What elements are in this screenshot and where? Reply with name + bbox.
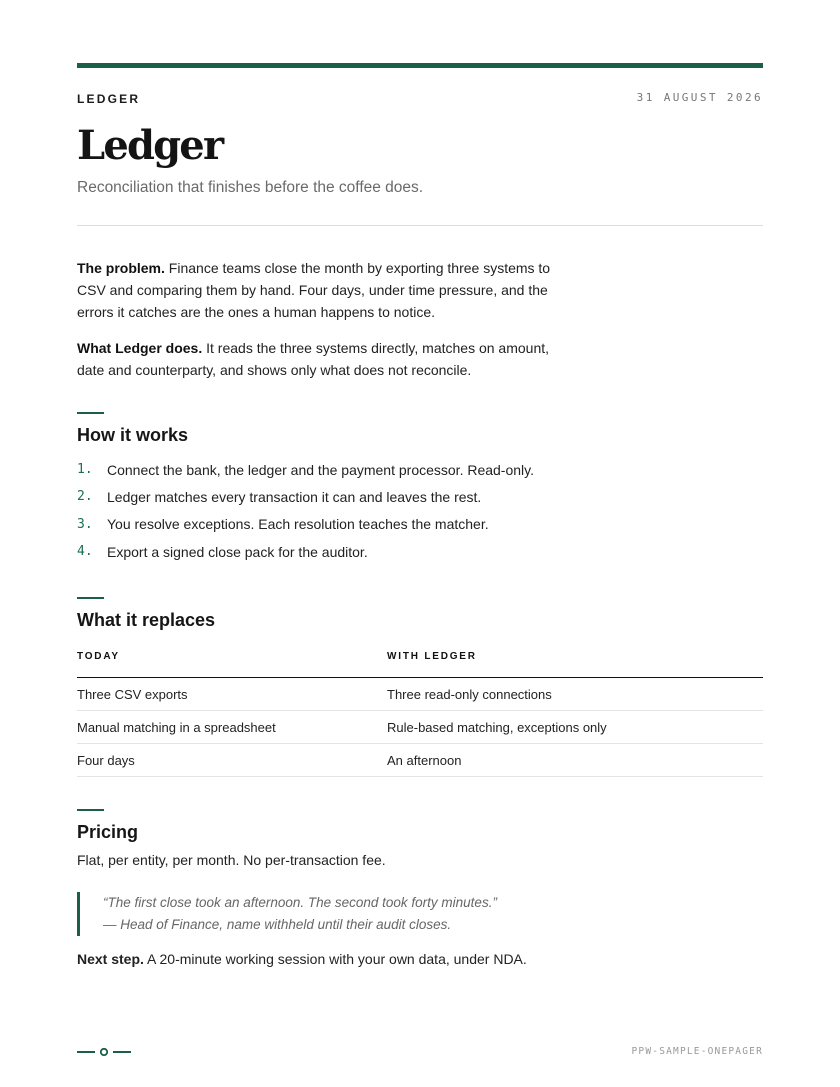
list-item <box>77 456 534 483</box>
table-cell: Manual matching in a spreadsheet <box>77 711 387 744</box>
table-cell: Four days <box>77 744 387 777</box>
next-step-label: Next step. <box>77 951 144 967</box>
step-number: 1. <box>77 462 93 478</box>
list-item <box>77 538 534 565</box>
list-item <box>77 511 534 538</box>
replaces-heading: What it replaces <box>77 610 216 630</box>
table-row <box>77 678 763 711</box>
section-accent-pricing <box>77 809 104 811</box>
problem-paragraph <box>77 257 577 323</box>
table-cell: An afternoon <box>387 744 763 777</box>
step-text: Ledger matches every transaction it can and leaves the rest. <box>107 488 482 505</box>
step-number: 4. <box>77 544 93 560</box>
problem-text: Finance teams close the month by exporting three systems to CSV and comparing them by hand. Four days, under time pressure, and the errors it catches are the ones a human happens to notice. <box>77 260 551 320</box>
step-number: 2. <box>77 489 93 505</box>
document-date: 31 AUGUST 2026 <box>636 91 763 104</box>
how-heading: How it works <box>77 425 189 445</box>
section-accent-replaces <box>77 597 104 599</box>
header-divider <box>77 225 763 226</box>
page-title: Ledger <box>77 122 223 169</box>
page-subtitle: Reconciliation that finishes before the coffee does. <box>77 179 424 196</box>
step-text: Connect the bank, the ledger and the payment processor. Read-only. <box>107 461 535 478</box>
column-header-today: TODAY <box>77 645 387 678</box>
problem-label: The problem. <box>77 260 165 276</box>
quote-text: “The first close took an afternoon. The second took forty minutes.” <box>103 895 497 910</box>
table-header-row <box>77 645 763 678</box>
table-cell: Three CSV exports <box>77 678 387 711</box>
section-accent-how <box>77 412 104 414</box>
what-paragraph <box>77 337 557 381</box>
testimonial-quote <box>77 892 703 936</box>
how-steps-list <box>77 456 534 565</box>
step-number: 3. <box>77 516 93 532</box>
what-text: It reads the three systems directly, matches on amount, date and counterparty, and shows only what does not reconcile. <box>77 340 550 378</box>
step-text: Export a signed close pack for the auditor. <box>107 543 368 560</box>
table-cell: Rule-based matching, exceptions only <box>387 711 763 744</box>
pricing-text: Flat, per entity, per month. No per-transaction fee. <box>77 852 386 868</box>
top-accent-bar <box>77 63 763 68</box>
next-step-text: A 20-minute working session with your own data, under NDA. <box>143 951 527 967</box>
document-id: PPW-SAMPLE-ONEPAGER <box>631 1046 763 1057</box>
table-cell: Three read-only connections <box>387 678 763 711</box>
list-item <box>77 483 534 510</box>
eyebrow-label: LEDGER <box>77 92 141 106</box>
table-row <box>77 711 763 744</box>
step-text: You resolve exceptions. Each resolution teaches the matcher. <box>107 516 489 533</box>
pricing-heading: Pricing <box>77 822 139 842</box>
table-row <box>77 744 763 777</box>
column-header-with-ledger: WITH LEDGER <box>387 645 763 678</box>
footer-ornament-icon <box>77 1045 133 1059</box>
one-pager <box>77 0 763 1087</box>
next-step-paragraph <box>77 951 527 967</box>
comparison-table <box>77 645 763 777</box>
quote-attribution: — Head of Finance, name withheld until their audit closes. <box>103 917 452 932</box>
what-label: What Ledger does. <box>77 340 203 356</box>
